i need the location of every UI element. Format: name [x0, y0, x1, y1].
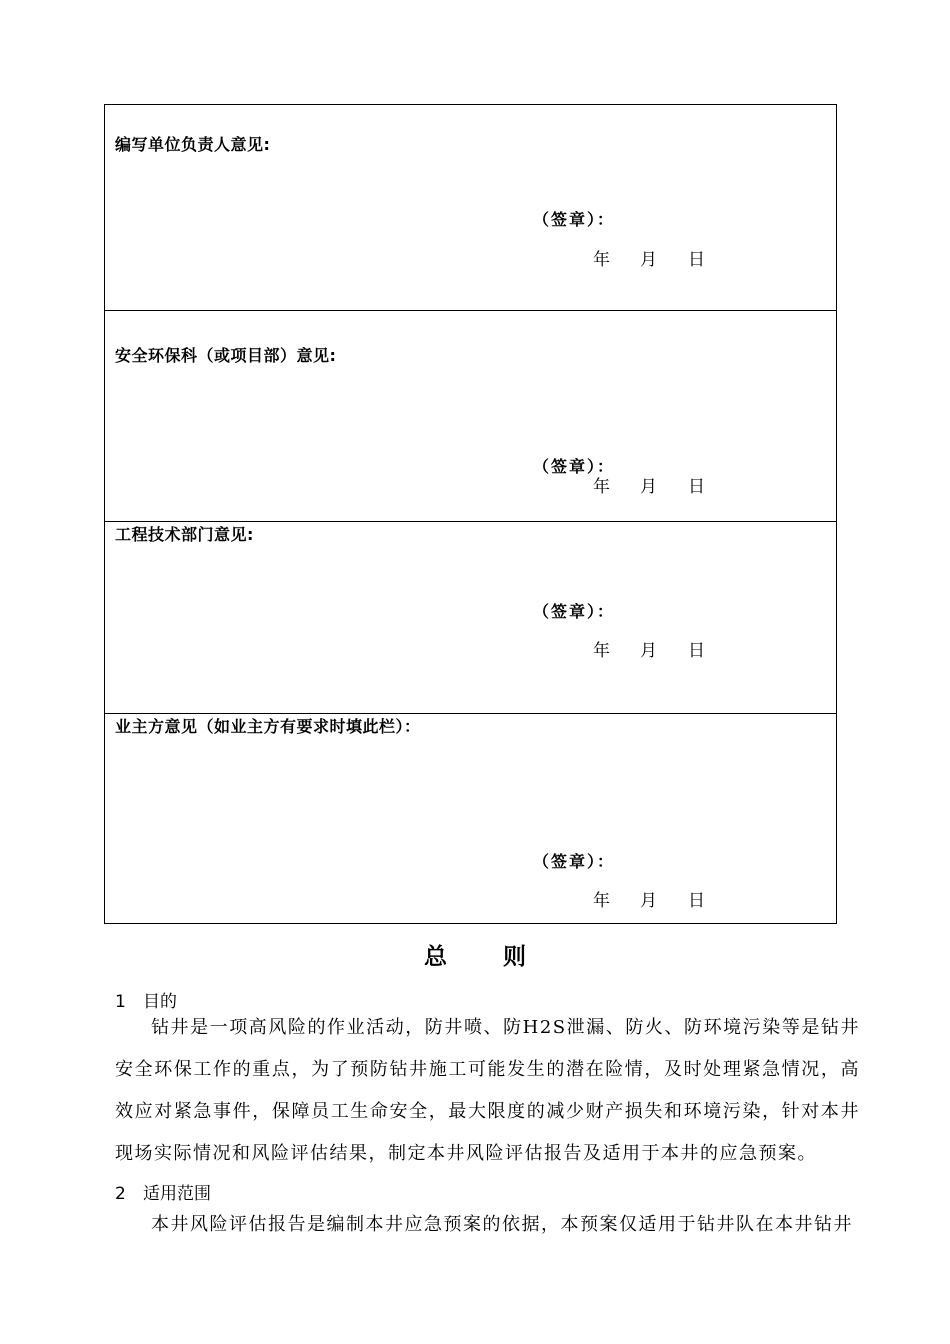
- section-heading-text: 总 则: [423, 943, 526, 970]
- purpose-paragraph: [115, 1007, 860, 1175]
- row-title: 业主方意见（如业主方有要求时填此栏）：: [115, 717, 421, 736]
- scope-paragraph-text: 本井风险评估报告是编制本井应急预案的依据，本预案仅适用于钻井队在本井钻井: [151, 1214, 853, 1235]
- section-heading: [0, 938, 950, 971]
- signature-label: （签章）：: [533, 602, 616, 621]
- purpose-paragraph-text: 钻井是一项高风险的作业活动，防井喷、防H2S泄漏、防火、防环境污染等是钻井安全环保工作的重点，为了预防钻井施工可能发生的潜在险情，及时处理紧急情况，高效应对紧急事件，保障员工生命安全，最大限度的减少财产损失和环境污染，针对本井现场实际情况和风险评估结果，制定本井风险评估报告及适用于本井的应急预案。: [115, 1017, 860, 1164]
- opinion-row-writing-unit: [105, 105, 836, 311]
- subsection-title: 目的: [143, 992, 177, 1012]
- date-month: 月: [640, 891, 657, 911]
- subsection-number: 2: [115, 1184, 126, 1204]
- subsection-number: 1: [115, 992, 126, 1012]
- date-day: 日: [688, 641, 705, 661]
- date-month: 月: [640, 641, 657, 661]
- date-year: 年: [593, 641, 610, 661]
- row-title: 工程技术部门意见:: [115, 525, 254, 544]
- date-year: 年: [593, 891, 610, 911]
- opinion-sign-off-table: [104, 104, 837, 924]
- opinion-row-safety-dept: [105, 311, 836, 522]
- date-day: 日: [688, 250, 705, 270]
- opinion-row-engineering-dept: [105, 522, 836, 714]
- date-year: 年: [593, 477, 610, 497]
- signature-label: （签章）：: [533, 457, 616, 476]
- date-line: [593, 886, 705, 911]
- date-line: [593, 245, 705, 270]
- date-year: 年: [593, 250, 610, 270]
- signature-label: （签章）：: [533, 210, 616, 229]
- date-line: [593, 636, 705, 661]
- scope-paragraph: [115, 1204, 860, 1246]
- date-line: [593, 472, 705, 497]
- opinion-row-owner: [105, 714, 836, 925]
- subsection-scope-heading: [115, 1179, 211, 1204]
- row-title: 安全环保科（或项目部）意见:: [115, 346, 337, 365]
- subsection-title: 适用范围: [143, 1184, 211, 1204]
- date-month: 月: [640, 250, 657, 270]
- date-month: 月: [640, 477, 657, 497]
- row-title: 编写单位负责人意见:: [115, 135, 271, 154]
- signature-label: （签章）：: [533, 852, 616, 871]
- date-day: 日: [688, 477, 705, 497]
- date-day: 日: [688, 891, 705, 911]
